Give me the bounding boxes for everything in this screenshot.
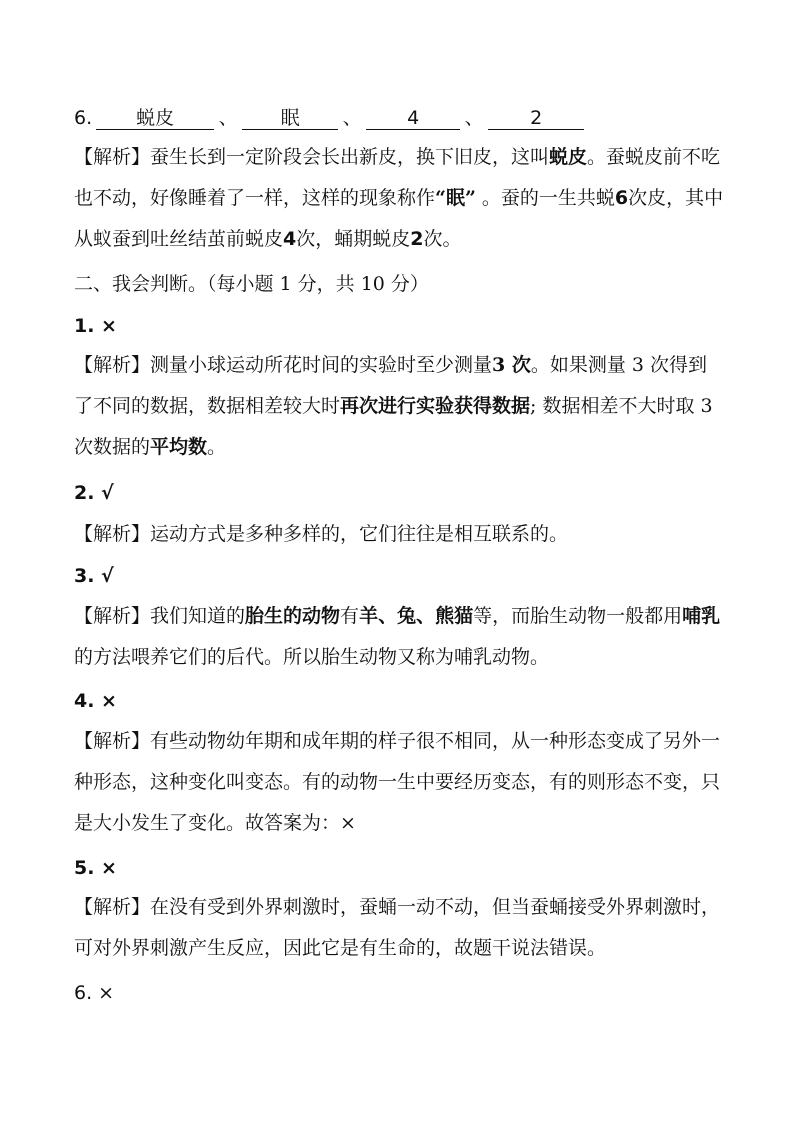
analysis-paragraph: 【解析】运动方式是多种多样的，它们往往是相互联系的。 <box>74 523 569 545</box>
key-term: 6 <box>614 187 629 209</box>
key-term: 蜕皮 <box>549 146 588 168</box>
separator: 、 <box>464 107 484 129</box>
key-term: 3 次 <box>492 354 531 376</box>
key-term: 4 <box>283 228 297 250</box>
separator: 、 <box>342 107 362 129</box>
judgment-item-5: 5. × <box>74 857 117 879</box>
key-term: 2 <box>410 228 424 250</box>
blank-answer-3: 4 <box>366 107 460 130</box>
analysis-label: 【解析】 <box>74 730 151 752</box>
analysis-label: 【解析】 <box>74 896 151 918</box>
analysis-label: 【解析】 <box>74 605 151 627</box>
key-term: 哺乳 <box>682 605 721 627</box>
separator: 、 <box>218 107 238 129</box>
blank-answer-4: 2 <box>488 107 584 130</box>
key-term: 再次进行实验获得数据 <box>340 395 531 417</box>
fill-blank-line <box>74 106 584 130</box>
analysis-paragraph: 【解析】我们知道的胎生的动物有羊、兔、熊猫等，而胎生动物一般都用哺乳的方法喂养它们的后代。所以胎生动物又称为哺乳动物。 <box>74 605 721 668</box>
key-term: “眠” <box>435 187 476 209</box>
key-term: 羊、兔、熊猫 <box>359 605 474 627</box>
judgment-item-2: 2. √ <box>74 482 114 504</box>
question-number: 6. <box>74 107 93 129</box>
section-heading: 二、我会判断。（每小题 1 分，共 10 分） <box>74 273 429 295</box>
analysis-paragraph: 【解析】在没有受到外界刺激时，蚕蛹一动不动，但当蚕蛹接受外界刺激时，可对外界刺激产生反应，因此它是有生命的，故题干说法错误。 <box>74 896 721 959</box>
analysis-paragraph: 【解析】测量小球运动所花时间的实验时至少测量3 次。如果测量 3 次得到了不同的数据，数据相差较大时再次进行实验获得数据; 数据相差不大时取 3 次数据的平均数。 <box>74 354 713 458</box>
judgment-item-3: 3. √ <box>74 565 114 587</box>
analysis-label: 【解析】 <box>74 354 151 376</box>
key-term: 平均数 <box>150 436 208 458</box>
blank-answer-2: 眠 <box>242 107 338 130</box>
analysis-label: 【解析】 <box>74 523 151 545</box>
judgment-item-1: 1. × <box>74 315 117 337</box>
analysis-label: 【解析】 <box>74 146 151 168</box>
blank-answer-1: 蜕皮 <box>96 107 214 130</box>
key-term: 胎生的动物 <box>245 605 341 627</box>
analysis-paragraph: 【解析】蚕生长到一定阶段会长出新皮，换下旧皮，这叫蜕皮。蚕蜕皮前不吃也不动，好像睡着了一样，这样的现象称作“眠” 。蚕的一生共蜕6次皮，其中从蚁蚕到吐丝结茧前蜕皮4次，蛹期蜕皮2次。 <box>74 146 724 250</box>
judgment-item-4: 4. × <box>74 690 117 712</box>
analysis-paragraph: 【解析】有些动物幼年期和成年期的样子很不相同，从一种形态变成了另外一种形态，这种变化叫变态。有的动物一生中要经历变态，有的则形态不变，只是大小发生了变化。故答案为：× <box>74 730 721 834</box>
judgment-item-6: 6. × <box>74 982 115 1004</box>
